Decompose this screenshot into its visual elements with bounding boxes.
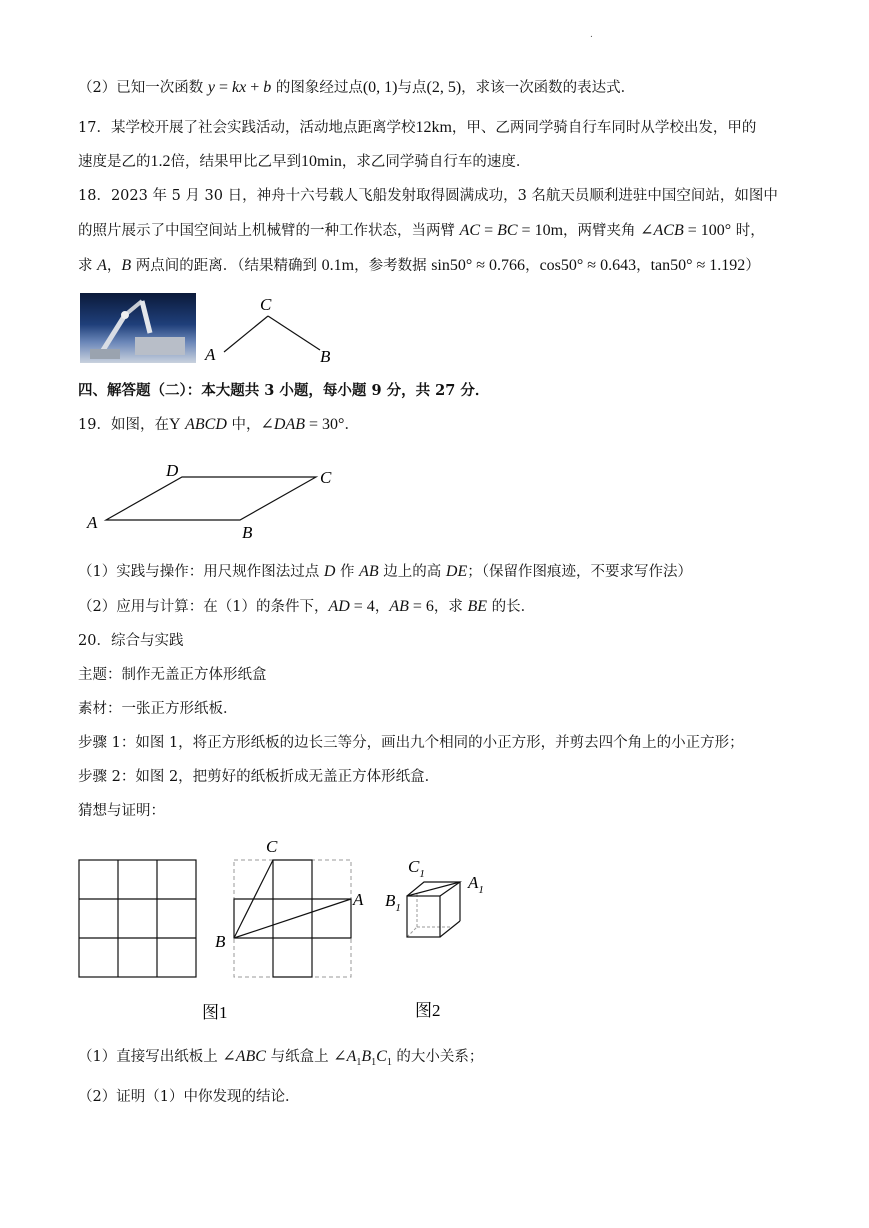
q17-line1: 17．某学校开展了社会实践活动，活动地点距离学校12km，甲、乙两同学骑自行车同时从学校出发，甲的 — [78, 119, 757, 136]
q20-step1: 步骤 1：如图 1，将正方形纸板的边长三等分，画出九个相同的小正方形，并剪去四个角上的小正方形； — [78, 735, 744, 751]
q19-stem: 19．如图，在Y ABCD 中，∠DAB = 30°． — [78, 416, 359, 433]
arm-label-a: A — [205, 345, 216, 364]
q19-part1: （1）实践与操作：用尺规作图法过点 D 作 AB 边上的高 DE；（保留作图痕迹，不要求写作法） — [78, 563, 692, 580]
net-label-a: A — [353, 890, 364, 909]
q20-heading: 20．综合与实践 — [78, 633, 184, 649]
space-station-arm-photo — [80, 293, 196, 363]
parallelogram-diagram — [80, 455, 360, 545]
q20-part2: （2）证明（1）中你发现的结论． — [78, 1089, 300, 1105]
q20-material: 素材：一张正方形纸板． — [78, 701, 238, 717]
net-label-b: B — [215, 932, 226, 951]
para-label-d: D — [166, 461, 179, 480]
header-mark: . — [590, 30, 593, 40]
q20-theme: 主题：制作无盖正方体形纸盒 — [78, 667, 267, 683]
para-label-a: A — [87, 513, 98, 532]
para-label-c: C — [320, 468, 332, 487]
q20-step2: 步骤 2：如图 2，把剪好的纸板折成无盖正方体形纸盒． — [78, 769, 440, 785]
cube-label-b1: $B_1$ — [385, 891, 401, 914]
arm-diagram — [200, 292, 340, 367]
arm-label-b: B — [320, 347, 331, 366]
cube-label-a1: $A_1$ — [468, 873, 484, 896]
net-segment-ba — [234, 899, 351, 938]
net-label-c: C — [266, 837, 278, 856]
para-label-b: B — [242, 523, 253, 542]
section4-heading: 四、解答题（二）：本大题共 3 小题，每小题 9 分，共 27 分． — [78, 382, 490, 399]
arm-segment-cb — [268, 316, 320, 350]
open-cube — [385, 857, 484, 937]
q20-guess: 猜想与证明： — [78, 803, 165, 819]
q18-line3: 求 A，B 两点间的距离．（结果精确到 0.1m，参考数据 sin50° ≈ 0.766，cos50° ≈ 0.643，tan50° ≈ 1.192） — [78, 257, 760, 274]
cube-label-c1: $C_1$ — [408, 857, 425, 880]
q19-part2: （2）应用与计算：在（1）的条件下，AD = 4，AB = 6，求 BE 的长． — [78, 598, 536, 615]
figure2-caption: 图2 — [415, 1001, 441, 1020]
q18-line2: 的照片展示了中国空间站上机械臂的一种工作状态，当两臂 AC = BC = 10m，两臂夹角 ∠ACB = 100° 时， — [78, 222, 765, 239]
q20-part1: （1）直接写出纸板上 ∠ABC 与纸盒上 $\angle A_1B_1C_1$ 的大小关系； — [78, 1048, 484, 1068]
q17-line2: 速度是乙的1.2倍，结果甲比乙早到10min，求乙同学骑自行车的速度． — [78, 153, 531, 170]
figure1-caption: 图1 — [202, 1003, 228, 1022]
arm-photo-graphic — [80, 293, 196, 363]
q18-line1: 18．2023 年 5 月 30 日，神舟十六号载人飞船发射取得圆满成功，3 名航天员顺利进驻中国空间站，如图中 — [78, 188, 778, 204]
arm-label-c: C — [260, 295, 272, 314]
arm-segment-ac — [224, 316, 268, 352]
parallelogram-abcd — [106, 477, 316, 520]
cross-net — [215, 837, 364, 977]
nine-square-grid — [79, 860, 196, 977]
q16-part2: （2）已知一次函数 y = kx + b 的图象经过点(0, 1)与点(2, 5)，求该一次函数的表达式． — [78, 79, 636, 96]
figures-q20 — [72, 830, 492, 1030]
